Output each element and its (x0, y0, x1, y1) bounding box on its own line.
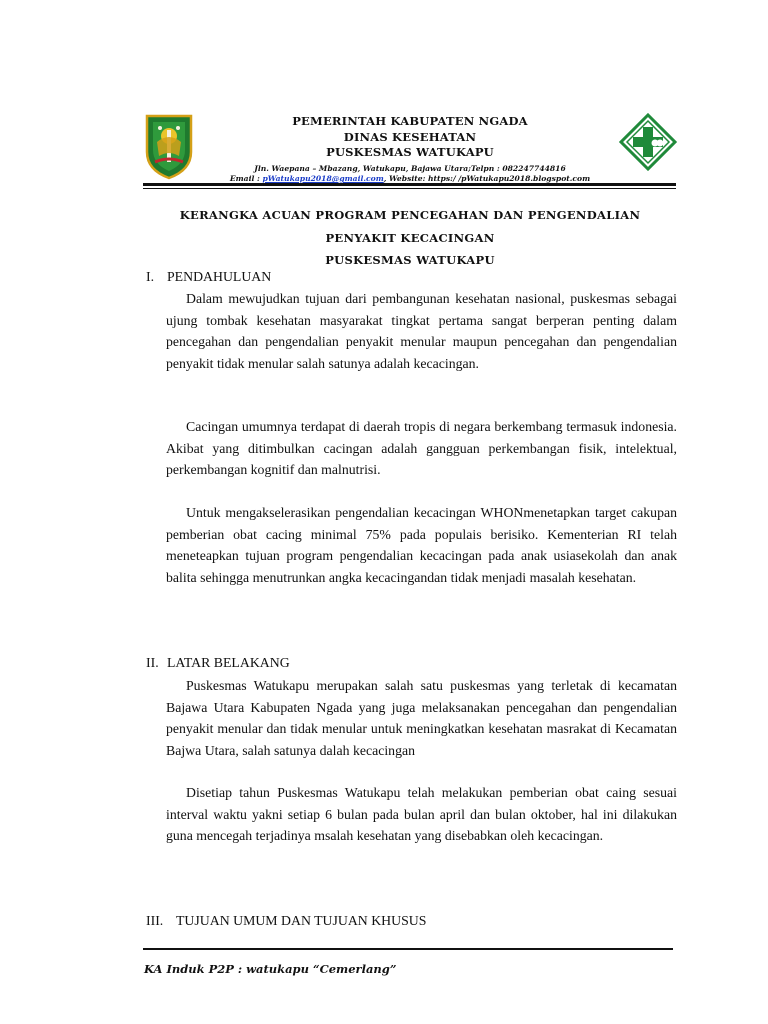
title-line-3: PUSKESMAS WATUKAPU (325, 253, 495, 267)
document-title (140, 204, 680, 272)
paragraph-pendahuluan-2: Cacingan umumnya terdapat di daerah tropis di negara berkembang termasuk indonesia. Akibat yang ditimbulkan cacingan adalah gangguan perkembangan fisik, intelektual, perkembangan kognitif dan malnutrisi. (166, 419, 677, 477)
paragraph-latar-belakang-2: Disetiap tahun Puskesmas Watukapu telah melakukan pemberian obat caing sesuai interval waktu yakni setiap 6 bulan pada bulan april dan bulan oktober, hal ini dilakukan guna mencegah terjadinya msalah kesehatan yang disebabkan oleh kecacingan. (166, 785, 677, 843)
email-link[interactable]: pWatukapu2018@gmail.com (262, 174, 384, 183)
section-title: PENDAHULUAN (167, 269, 272, 284)
letterhead-puskesmas: PUSKESMAS WATUKAPU (326, 145, 494, 159)
section-title: TUJUAN UMUM DAN TUJUAN KHUSUS (176, 913, 427, 928)
section-number: II. (146, 655, 159, 670)
paragraph-pendahuluan-3: Untuk mengakselerasikan pengendalian kecacingan WHONmenetapkan target cakupan pemberian obat cacing minimal 75% pada populais berisiko. Kementerian RI telah meneteapkan tujuan program pengendalian kecacingan pada anak usiasekolah dan anak balita sehingga menutrunkan angka kecacingandan tidak menjadi masalah kesehatan. (166, 505, 677, 585)
puskesmas-cross-logo-icon (619, 113, 677, 171)
letterhead-government: PEMERINTAH KABUPATEN NGADA (292, 114, 528, 128)
section-number: I. (146, 269, 155, 284)
letterhead-rule-thin (143, 188, 676, 189)
letterhead (200, 114, 620, 185)
section-number: III. (146, 913, 164, 928)
website-text: , Website: https:/ /pWatukapu2018.blogspot.com (383, 174, 591, 183)
title-line-2: PENYAKIT KECACINGAN (325, 230, 495, 245)
page-footer: KA Induk P2P : watukapu “Cemerlang” (144, 962, 397, 976)
title-line-1: KERANGKA ACUAN PROGRAM PENCEGAHAN DAN PENGENDALIAN (179, 208, 641, 222)
paragraph-latar-belakang-1: Puskesmas Watukapu merupakan salah satu puskesmas yang terletak di kecamatan Bajawa Utara Kabupaten Ngada yang juga melaksanakan pencegahan dan pengendalian penyakit menular dan tidak menular untuk meningkatkan kesehatan masrakat di Kecamatan Bajwa Utara, salah satunya dalah kecacingan (166, 678, 677, 758)
paragraph-pendahuluan-1: Dalam mewujudkan tujuan dari pembangunan kesehatan nasional, puskesmas sebagai ujung tombak kesehatan masyarakat tingkat pertama sangat berperan penting dalam pencegahan dan pengendalian penyakit menular maupun pencegahan dan pengendalian penyakit tidak menular salah satunya adalah kecacingan. (166, 291, 677, 371)
letterhead-rule-thick (143, 183, 676, 186)
footer-rule (143, 948, 673, 950)
section-heading-latar-belakang (146, 654, 290, 672)
letterhead-department: DINAS KESEHATAN (343, 129, 477, 144)
section-title: LATAR BELAKANG (167, 655, 290, 670)
section-heading-tujuan (146, 912, 426, 930)
letterhead-address: Jln. Waepana – Mbazang, Watukapu, Bajawa Utara;Telpn : 082247744816 (254, 163, 566, 173)
ngada-regency-emblem-icon (143, 112, 195, 180)
section-heading-pendahuluan (146, 268, 271, 286)
email-prefix: Email : (229, 174, 263, 183)
